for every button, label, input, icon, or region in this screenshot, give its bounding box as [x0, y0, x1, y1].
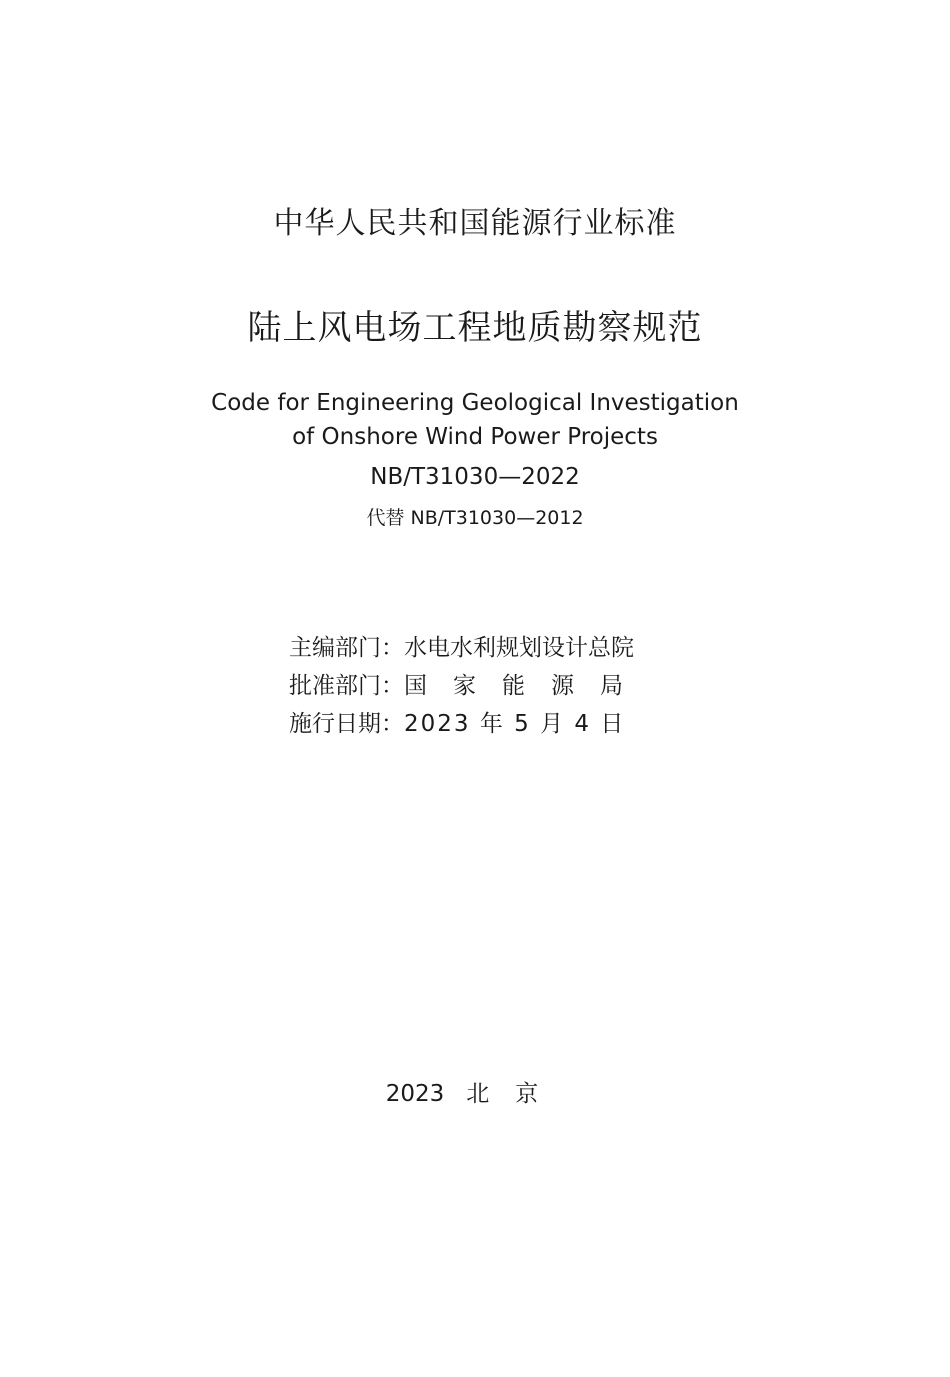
editor-department-row [289, 629, 709, 662]
effective-date-value: 2023 年 5 月 4 日 [404, 711, 626, 737]
editor-department-label: 主编部门： [289, 635, 404, 661]
document-title-english-line-2: of Onshore Wind Power Projects [292, 424, 658, 450]
approving-department-value: 国家能源局 [404, 673, 649, 699]
standard-number: NB/T31030—2022 [370, 464, 580, 490]
approving-department-row [289, 667, 709, 700]
imprint [0, 1075, 950, 1108]
approving-department-label: 批准部门： [289, 673, 404, 699]
editor-department-value: 水电水利规划设计总院 [404, 635, 634, 661]
imprint-city: 北京 [466, 1081, 565, 1107]
document-title-english-line-1: Code for Engineering Geological Investigation [211, 390, 739, 416]
effective-date-row [289, 705, 709, 738]
imprint-year: 2023 [385, 1081, 445, 1107]
issuer-heading: 中华人民共和国能源行业标准 [273, 206, 677, 241]
document-title-chinese: 陆上风电场工程地质勘察规范 [247, 308, 703, 348]
effective-date-label: 施行日期： [289, 711, 404, 737]
replaces-standard: 代替 NB/T31030—2012 [366, 507, 584, 529]
